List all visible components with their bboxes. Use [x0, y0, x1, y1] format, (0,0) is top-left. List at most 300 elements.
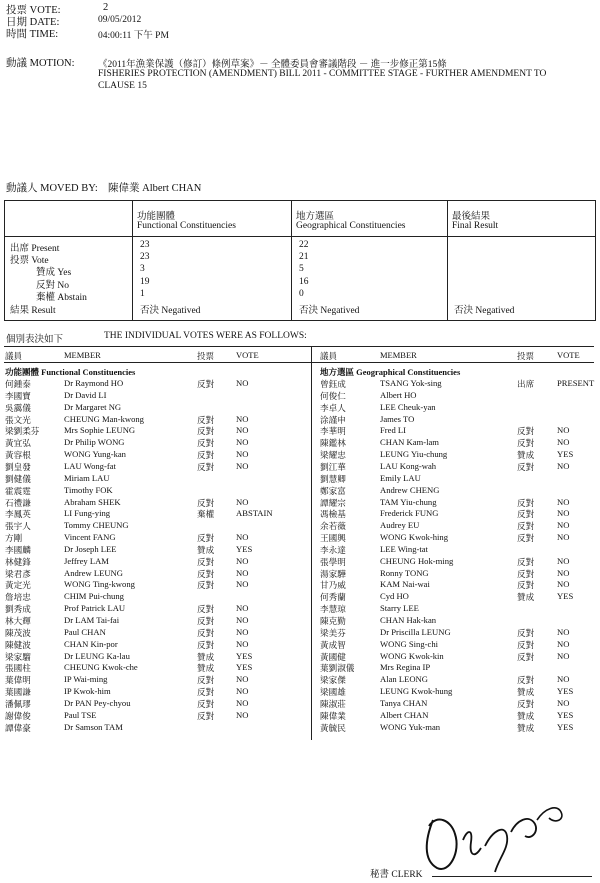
- summary-row-gc: 21: [299, 252, 309, 262]
- moved-by-label: 動議人 MOVED BY:: [6, 183, 98, 194]
- member-en: LEUNG Yiu-chung: [380, 449, 448, 460]
- member-zh: 李國寶: [5, 390, 31, 401]
- member-zh: 張宇人: [5, 521, 31, 532]
- vote-zh: 反對: [517, 651, 535, 662]
- member-en: LEE Wing-tat: [380, 543, 428, 554]
- left-vote-row: [5, 449, 305, 461]
- member-en: Dr LEUNG Ka-lau: [64, 650, 130, 661]
- right-vote-row: [320, 603, 600, 615]
- member-en: Albert HO: [380, 389, 417, 400]
- member-en: Dr Samson TAM: [64, 721, 123, 732]
- right-vote-row: [320, 390, 600, 402]
- right-vote-row: [320, 698, 600, 710]
- summary-row-label: 棄權 Abstain: [36, 293, 87, 303]
- vote-en: NO: [557, 579, 570, 590]
- date-label: 日期 DATE:: [6, 17, 60, 28]
- member-zh: 葉國謙: [5, 687, 31, 698]
- vote-en: ABSTAIN: [236, 508, 273, 519]
- left-vote-row: [5, 698, 305, 710]
- summary-row-fc: 否決 Negatived: [140, 306, 201, 316]
- member-zh: 黃宜弘: [5, 438, 31, 449]
- vote-en: NO: [236, 567, 249, 578]
- left-vote-row: [5, 473, 305, 485]
- vote-zh: 反對: [517, 675, 535, 686]
- summary-col3-en: Final Result: [452, 221, 499, 231]
- vote-en: YES: [236, 662, 253, 673]
- member-en: Tanya CHAN: [380, 697, 428, 708]
- right-vote-row: [320, 662, 600, 674]
- vote-zh: 反對: [197, 627, 215, 638]
- vote-zh: 棄權: [197, 509, 215, 520]
- right-vote-row: [320, 710, 600, 722]
- left-header-member-zh: 議員: [5, 351, 23, 361]
- motion-label: 動議 MOTION:: [6, 58, 75, 69]
- left-vote-row: [5, 425, 305, 437]
- summary-col2-en: Geographical Constituencies: [296, 221, 406, 231]
- left-vote-row: [5, 532, 305, 544]
- vote-en: YES: [236, 650, 253, 661]
- member-zh: 陳鑑林: [320, 438, 346, 449]
- vote-en: NO: [557, 532, 570, 543]
- summary-row-label: 結果 Result: [10, 306, 56, 316]
- left-vote-row: [5, 508, 305, 520]
- vote-zh: 反對: [197, 379, 215, 389]
- vote-en: NO: [557, 638, 570, 649]
- vote-zh: 贊成: [517, 450, 535, 461]
- left-header-member-en: MEMBER: [64, 350, 101, 360]
- vote-en: YES: [557, 686, 574, 697]
- member-zh: 譚耀宗: [320, 497, 346, 508]
- member-en: Ronny TONG: [380, 567, 429, 578]
- member-en: Fred LI: [380, 425, 407, 436]
- member-en: CHAN Kam-lam: [380, 437, 439, 448]
- vote-en: NO: [236, 579, 249, 590]
- vote-zh: 反對: [197, 639, 215, 650]
- member-zh: 劉江華: [320, 461, 346, 472]
- vote-zh: 贊成: [517, 722, 535, 733]
- summary-col3-zh: 最後結果: [452, 212, 491, 222]
- left-vote-row: [5, 662, 305, 674]
- member-en: TAM Yiu-chung: [380, 496, 437, 507]
- member-zh: 詹培忠: [5, 592, 31, 603]
- vote-zh: 反對: [197, 604, 215, 615]
- vote-en: NO: [236, 686, 249, 697]
- member-en: Andrew CHENG: [380, 484, 440, 495]
- vote-en: NO: [557, 437, 570, 448]
- vote-en: YES: [557, 591, 574, 602]
- member-en: IP Wai-ming: [64, 674, 108, 685]
- vote-en: NO: [236, 532, 249, 543]
- vote-en: NO: [236, 496, 249, 507]
- member-zh: 李卓人: [320, 402, 346, 413]
- left-vote-row: [5, 686, 305, 698]
- vote-zh: 贊成: [197, 544, 215, 555]
- vote-zh: 贊成: [517, 710, 535, 721]
- member-en: Paul TSE: [64, 709, 97, 720]
- date-value: 09/05/2012: [98, 15, 142, 25]
- left-vote-row: [5, 627, 305, 639]
- member-zh: 黃毓民: [320, 722, 346, 733]
- vote-zh: 反對: [517, 521, 535, 532]
- vote-en: NO: [557, 496, 570, 507]
- summary-row-fc: 3: [140, 264, 145, 274]
- member-zh: 張文光: [5, 414, 31, 425]
- summary-row-gc: 否決 Negatived: [299, 306, 360, 316]
- member-zh: 李國麟: [5, 544, 31, 555]
- member-zh: 葉劉淑儀: [320, 663, 355, 674]
- summary-row-label: 出席 Present: [10, 244, 60, 254]
- vote-en: NO: [557, 626, 570, 637]
- member-en: CHEUNG Hok-ming: [380, 555, 454, 566]
- left-vote-row: [5, 497, 305, 509]
- member-zh: 鄭家富: [320, 485, 346, 496]
- member-en: Emily LAU: [380, 472, 421, 483]
- vote-en: NO: [557, 650, 570, 661]
- vote-en: NO: [236, 615, 249, 625]
- member-zh: 梁美芬: [320, 627, 346, 638]
- vote-en: NO: [557, 460, 570, 471]
- vote-en: YES: [236, 543, 253, 554]
- clerk-signature: [415, 790, 595, 880]
- vote-zh: 反對: [197, 438, 215, 449]
- member-en: TSANG Yok-sing: [380, 378, 442, 388]
- summary-row-label: 反對 No: [36, 281, 69, 291]
- member-en: Audrey EU: [380, 520, 420, 531]
- member-en: Cyd HO: [380, 591, 409, 602]
- summary-col-divider-2: [291, 200, 292, 320]
- member-en: LAU Kong-wah: [380, 460, 437, 471]
- member-zh: 張國柱: [5, 663, 31, 674]
- left-vote-row: [5, 615, 305, 627]
- member-zh: 何秀蘭: [320, 592, 346, 603]
- member-zh: 張學明: [320, 556, 346, 567]
- left-vote-row: [5, 722, 305, 734]
- member-zh: 何俊仁: [320, 390, 346, 401]
- vote-zh: 反對: [517, 568, 535, 579]
- right-vote-row: [320, 425, 600, 437]
- member-en: WONG Kwok-hing: [380, 532, 449, 543]
- right-vote-row: [320, 485, 600, 497]
- member-zh: 曾鈺成: [320, 379, 346, 389]
- right-vote-row: [320, 508, 600, 520]
- right-vote-row: [320, 556, 600, 568]
- left-vote-row: [5, 402, 305, 414]
- right-vote-row: [320, 544, 600, 556]
- individual-intro-en: THE INDIVIDUAL VOTES WERE AS FOLLOWS:: [104, 331, 307, 341]
- left-vote-row: [5, 639, 305, 651]
- left-section-title: 功能團體 Functional Constituencies: [5, 367, 136, 377]
- right-vote-row: [320, 473, 600, 485]
- member-en: WONG Sing-chi: [380, 638, 438, 649]
- vote-zh: 反對: [517, 556, 535, 567]
- summary-col-divider-1: [132, 200, 133, 320]
- vote-zh: 反對: [197, 556, 215, 567]
- right-section-title: 地方選區 Geographical Constituencies: [320, 367, 461, 377]
- vote-zh: 反對: [517, 627, 535, 638]
- member-en: Dr Margaret NG: [64, 401, 122, 412]
- member-en: Jeffrey LAM: [64, 555, 109, 566]
- left-vote-row: [5, 414, 305, 426]
- time-value: 04:00:11 下午 PM: [98, 31, 169, 41]
- votes-center-divider: [311, 346, 312, 740]
- member-en: Starry LEE: [380, 603, 419, 614]
- member-en: LEUNG Kwok-hung: [380, 686, 453, 697]
- member-zh: 陳淑莊: [320, 698, 346, 709]
- vote-zh: 反對: [517, 509, 535, 520]
- summary-row-gc: 22: [299, 240, 309, 250]
- member-en: IP Kwok-him: [64, 686, 111, 697]
- summary-row-fc: 19: [140, 277, 150, 287]
- member-en: WONG Yung-kan: [64, 449, 126, 460]
- vote-zh: 反對: [197, 497, 215, 508]
- right-vote-row: [320, 651, 600, 663]
- member-en: CHAN Hak-kan: [380, 615, 437, 625]
- member-zh: 陳健波: [5, 639, 31, 650]
- member-zh: 林健鋒: [5, 556, 31, 567]
- right-vote-row: [320, 532, 600, 544]
- vote-en: PRESENT: [557, 378, 595, 388]
- summary-row-gc: 5: [299, 264, 304, 274]
- vote-zh: 贊成: [197, 663, 215, 674]
- vote-en: NO: [236, 460, 249, 471]
- left-vote-row: [5, 390, 305, 402]
- right-vote-row: [320, 627, 600, 639]
- member-zh: 甘乃威: [320, 580, 346, 591]
- member-zh: 劉皇發: [5, 461, 31, 472]
- right-vote-row: [320, 722, 600, 734]
- right-vote-row: [320, 378, 600, 390]
- vote-zh: 反對: [197, 580, 215, 591]
- vote-en: NO: [236, 697, 249, 708]
- member-en: Andrew LEUNG: [64, 567, 123, 578]
- summary-row-fc: 23: [140, 240, 150, 250]
- left-vote-row: [5, 461, 305, 473]
- member-en: Dr Priscilla LEUNG: [380, 626, 451, 637]
- summary-col2-zh: 地方選區: [296, 212, 335, 222]
- vote-zh: 反對: [197, 698, 215, 709]
- right-header-vote-en: VOTE: [557, 350, 580, 360]
- right-header-vote-zh: 投票: [517, 351, 535, 361]
- member-en: Alan LEONG: [380, 674, 428, 685]
- member-en: Miriam LAU: [64, 472, 110, 483]
- member-en: Dr Philip WONG: [64, 437, 125, 448]
- vote-en: NO: [236, 709, 249, 720]
- summary-row-fc: 23: [140, 252, 150, 262]
- member-en: Tommy CHEUNG: [64, 520, 129, 531]
- member-en: Mrs Sophie LEUNG: [64, 425, 136, 436]
- vote-label: 投票 VOTE:: [6, 5, 61, 16]
- summary-row-gc: 16: [299, 277, 309, 287]
- right-vote-row: [320, 437, 600, 449]
- member-zh: 葉偉明: [5, 675, 31, 686]
- vote-zh: 反對: [517, 698, 535, 709]
- right-vote-row: [320, 414, 600, 426]
- vote-zh: 反對: [517, 580, 535, 591]
- summary-row-final: 否決 Negatived: [454, 306, 515, 316]
- summary-col-divider-3: [447, 200, 448, 320]
- clerk-label: 秘書 CLERK: [370, 870, 423, 880]
- member-en: Paul CHAN: [64, 626, 106, 637]
- left-vote-row: [5, 710, 305, 722]
- member-zh: 李鳳英: [5, 509, 31, 520]
- member-zh: 黃容根: [5, 450, 31, 461]
- member-zh: 劉秀成: [5, 604, 31, 615]
- member-zh: 方剛: [5, 533, 23, 544]
- member-zh: 陳茂波: [5, 627, 31, 638]
- member-zh: 涂謹申: [320, 414, 346, 425]
- vote-zh: 反對: [197, 568, 215, 579]
- motion-title-en-2: CLAUSE 15: [98, 81, 147, 91]
- member-en: James TO: [380, 413, 415, 424]
- left-vote-row: [5, 651, 305, 663]
- member-zh: 陳克勤: [320, 616, 346, 626]
- vote-zh: 反對: [517, 639, 535, 650]
- vote-en: NO: [236, 603, 249, 614]
- vote-zh: 反對: [197, 533, 215, 544]
- member-zh: 余若薇: [320, 521, 346, 532]
- vote-en: NO: [557, 520, 570, 531]
- member-zh: 梁君彥: [5, 568, 31, 579]
- left-vote-row: [5, 378, 305, 390]
- member-en: Dr Raymond HO: [64, 378, 124, 388]
- member-zh: 梁耀忠: [320, 450, 346, 461]
- vote-en: NO: [557, 697, 570, 708]
- member-zh: 黃定光: [5, 580, 31, 591]
- member-en: CHEUNG Man-kwong: [64, 413, 144, 424]
- vote-zh: 反對: [197, 426, 215, 437]
- member-en: CHEUNG Kwok-che: [64, 662, 138, 673]
- right-vote-row: [320, 591, 600, 603]
- right-vote-row: [320, 686, 600, 698]
- left-vote-row: [5, 568, 305, 580]
- member-en: Mrs Regina IP: [380, 662, 431, 673]
- vote-en: YES: [557, 449, 574, 460]
- right-vote-row: [320, 497, 600, 509]
- member-zh: 吳靄儀: [5, 402, 31, 413]
- member-en: LEE Cheuk-yan: [380, 401, 436, 412]
- summary-row-label: 贊成 Yes: [36, 268, 72, 278]
- votes-header-rule: [4, 362, 594, 363]
- member-zh: 謝偉俊: [5, 710, 31, 721]
- left-header-vote-en: VOTE: [236, 350, 259, 360]
- vote-en: NO: [236, 638, 249, 649]
- member-en: Dr LAM Tai-fai: [64, 615, 120, 625]
- right-header-member-zh: 議員: [320, 351, 338, 361]
- motion-title-en-1: FISHERIES PROTECTION (AMENDMENT) BILL 2011 - COMMITTEE STAGE - FURTHER AMENDMENT TO: [98, 69, 547, 79]
- right-header-member-en: MEMBER: [380, 350, 417, 360]
- member-en: WONG Ting-kwong: [64, 579, 135, 590]
- right-vote-row: [320, 579, 600, 591]
- vote-zh: 反對: [517, 497, 535, 508]
- right-vote-row: [320, 639, 600, 651]
- member-zh: 黃成智: [320, 639, 346, 650]
- member-zh: 黃國健: [320, 651, 346, 662]
- vote-zh: 反對: [197, 414, 215, 425]
- vote-zh: 反對: [197, 675, 215, 686]
- member-en: Timothy FOK: [64, 484, 113, 495]
- vote-en: YES: [557, 709, 574, 720]
- member-zh: 潘佩璆: [5, 698, 31, 709]
- summary-col1-en: Functional Constituencies: [137, 221, 236, 231]
- member-en: Dr David LI: [64, 389, 107, 400]
- member-zh: 霍震霆: [5, 485, 31, 496]
- vote-en: NO: [236, 437, 249, 448]
- summary-row-gc: 0: [299, 289, 304, 299]
- vote-en: YES: [557, 721, 574, 732]
- left-vote-row: [5, 591, 305, 603]
- left-vote-row: [5, 485, 305, 497]
- vote-en: NO: [236, 626, 249, 637]
- right-vote-row: [320, 520, 600, 532]
- summary-row-fc: 1: [140, 289, 145, 299]
- left-vote-row: [5, 544, 305, 556]
- vote-en: NO: [557, 508, 570, 519]
- member-zh: 劉慧卿: [320, 473, 346, 484]
- vote-zh: 反對: [197, 616, 215, 626]
- vote-en: NO: [236, 555, 249, 566]
- member-en: WONG Yuk-man: [380, 721, 441, 732]
- vote-zh: 反對: [517, 533, 535, 544]
- left-vote-row: [5, 520, 305, 532]
- member-zh: 梁國雄: [320, 687, 346, 698]
- member-zh: 譚偉豪: [5, 722, 31, 733]
- vote-zh: 出席: [517, 379, 535, 389]
- right-vote-row: [320, 461, 600, 473]
- summary-col1-zh: 功能團體: [137, 212, 176, 222]
- individual-intro-zh: 個別表決如下: [6, 335, 64, 345]
- member-en: Dr PAN Pey-chyou: [64, 697, 131, 708]
- vote-en: NO: [557, 555, 570, 566]
- member-zh: 李華明: [320, 426, 346, 437]
- vote-zh: 反對: [517, 461, 535, 472]
- motion-title-zh: 《2011年漁業保護（修訂）條例草案》－ 全體委員會審議階段 － 進一步修正第15條: [98, 60, 447, 70]
- right-vote-row: [320, 449, 600, 461]
- vote-zh: 反對: [197, 450, 215, 461]
- summary-header-divider: [4, 236, 596, 237]
- vote-en: NO: [236, 425, 249, 436]
- vote-zh: 反對: [197, 710, 215, 721]
- member-zh: 劉健儀: [5, 473, 31, 484]
- vote-zh: 反對: [517, 426, 535, 437]
- member-zh: 梁家騮: [5, 651, 31, 662]
- member-en: CHIM Pui-chung: [64, 591, 124, 602]
- member-en: Abraham SHEK: [64, 496, 121, 507]
- summary-row-label: 投票 Vote: [10, 256, 49, 266]
- vote-number: 2: [103, 2, 109, 13]
- vote-en: NO: [236, 413, 249, 424]
- vote-en: NO: [236, 378, 249, 388]
- member-en: Vincent FANG: [64, 532, 116, 543]
- member-en: LAU Wong-fat: [64, 460, 116, 471]
- vote-en: NO: [557, 425, 570, 436]
- left-vote-row: [5, 556, 305, 568]
- vote-zh: 贊成: [197, 651, 215, 662]
- member-en: Dr Joseph LEE: [64, 543, 117, 554]
- member-en: LI Fung-ying: [64, 508, 111, 519]
- member-zh: 李永達: [320, 544, 346, 555]
- member-zh: 林大輝: [5, 616, 31, 626]
- right-vote-row: [320, 568, 600, 580]
- member-zh: 陳偉業: [320, 710, 346, 721]
- vote-en: NO: [236, 674, 249, 685]
- member-en: WONG Kwok-kin: [380, 650, 444, 661]
- left-vote-row: [5, 603, 305, 615]
- votes-top-rule: [4, 346, 594, 347]
- left-vote-row: [5, 579, 305, 591]
- member-zh: 何鍾泰: [5, 379, 31, 389]
- vote-en: NO: [236, 449, 249, 460]
- moved-by-value: 陳偉業 Albert CHAN: [108, 183, 202, 194]
